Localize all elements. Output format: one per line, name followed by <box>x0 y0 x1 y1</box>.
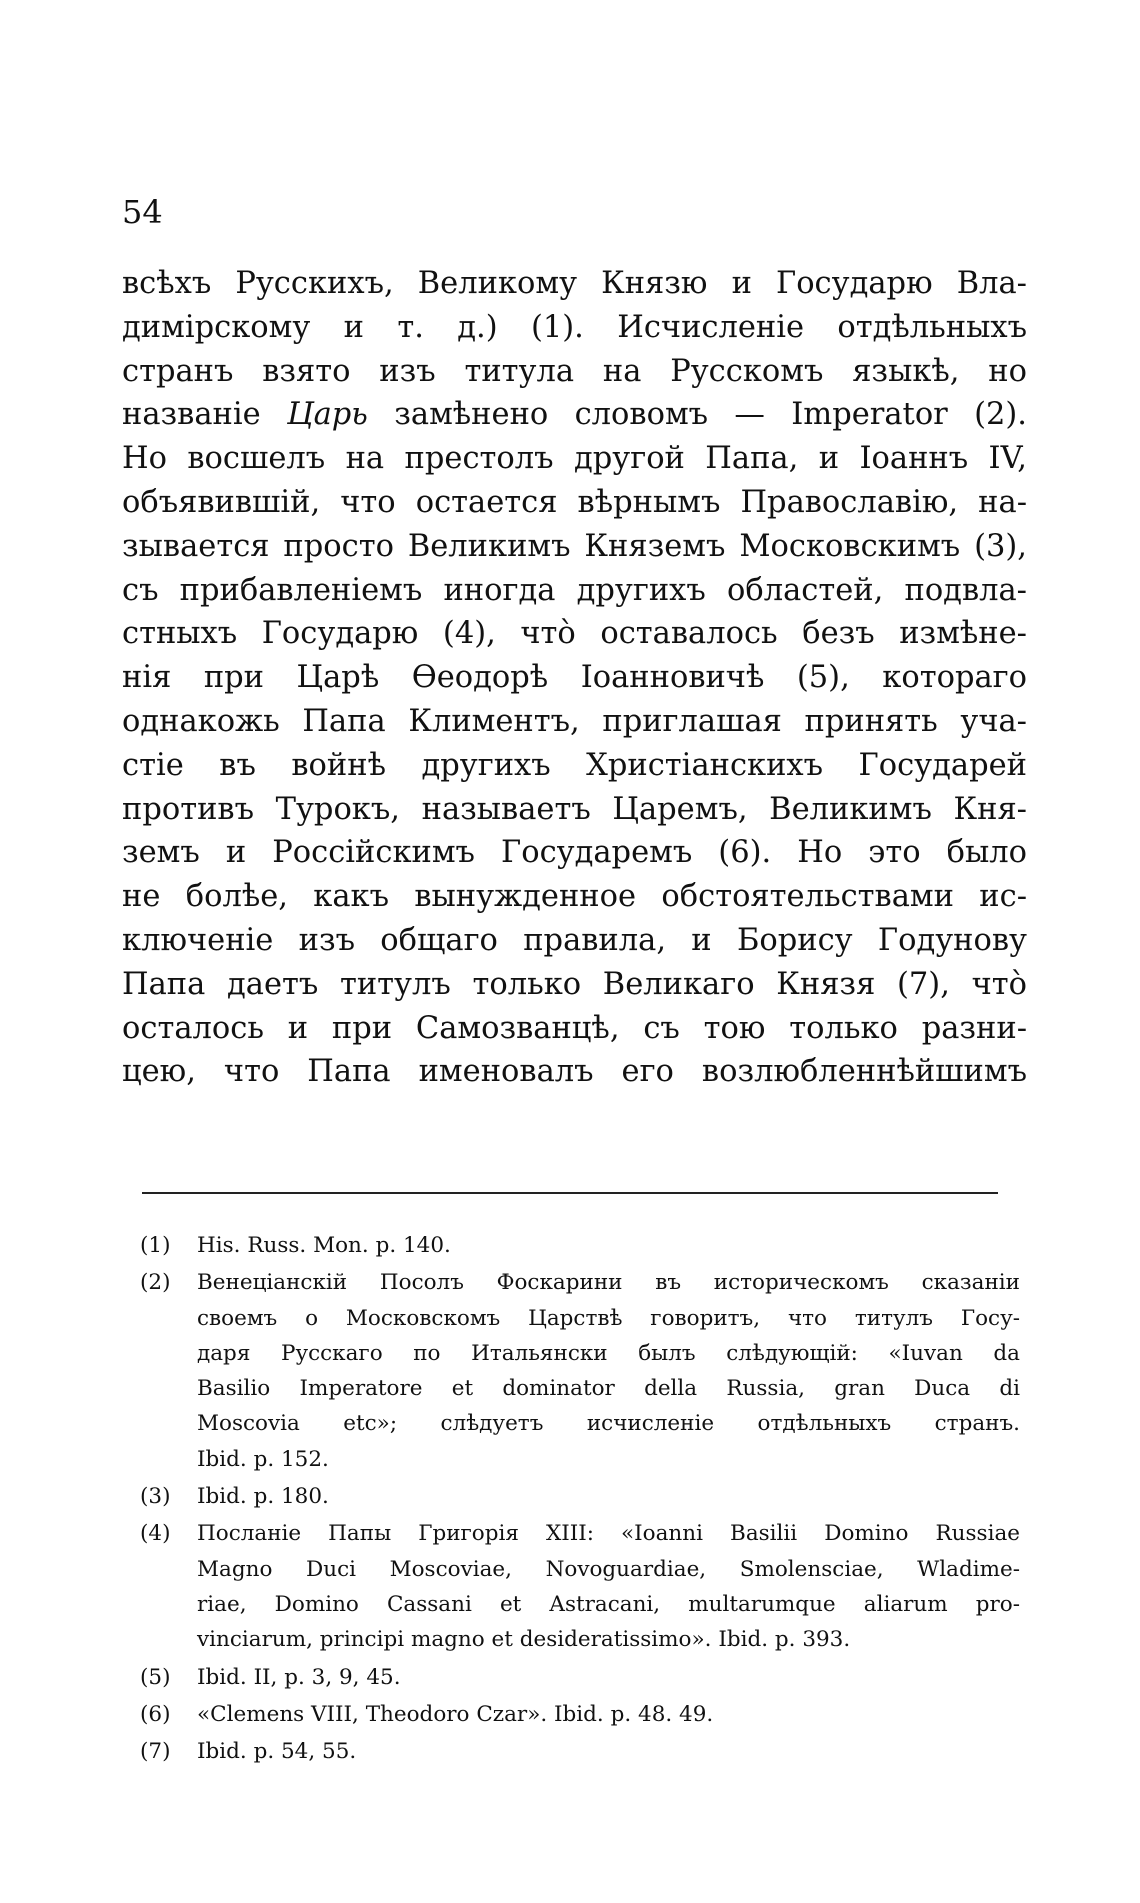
footnote-line: Basilio Imperatore et dominator della Russia, gran Duca di <box>197 1376 1020 1402</box>
footnote-line: Ibid. p. 152. <box>197 1446 329 1472</box>
text-line: Папа даетъ титулъ только Великаго Князя (7), что̀ <box>122 966 1027 1002</box>
text-fragment: замѣнено словомъ — Imperator (2). <box>394 397 1027 433</box>
text-line: цею, что Папа именовалъ его возлюбленнѣйшимъ <box>122 1054 1027 1090</box>
text-line: стныхъ Государю (4), что̀ оставалось безъ измѣне- <box>122 616 1027 652</box>
footnote-line: Ibid. II, p. 3, 9, 45. <box>197 1664 401 1690</box>
text-line: однакожь Папа Климентъ, приглашая принять уча- <box>122 703 1027 739</box>
footnote-6 <box>140 1697 1020 1732</box>
text-line: не болѣе, какъ вынужденное обстоятельствами ис- <box>122 879 1027 915</box>
footnote-1 <box>140 1228 1020 1263</box>
footnote-line: Magno Duci Moscoviae, Novoguardiae, Smolensciae, Wladime- <box>197 1556 1020 1582</box>
footnote-line: Ibid. p. 180. <box>197 1484 329 1510</box>
text-line: ключеніе изъ общаго правила, и Борису Годунову <box>122 922 1027 958</box>
text-line: димірскому и т. д.) (1). Исчисленіе отдѣльныхъ <box>122 309 1027 345</box>
footnote-line: vinciarum, principi magno et desideratissimo». Ibid. p. 393. <box>197 1627 851 1653</box>
text-line: земъ и Россійскимъ Государемъ (6). Но это было <box>122 835 1027 871</box>
footnote-number: (6) <box>140 1701 171 1727</box>
text-line: всѣхъ Русскихъ, Великому Князю и Государю Вла- <box>122 266 1027 301</box>
footnote-3 <box>140 1479 1020 1514</box>
footnote-number: (4) <box>140 1521 171 1547</box>
footnote-number: (7) <box>140 1739 171 1765</box>
footnote-line: riae, Domino Cassani et Astracani, multarumque aliarum pro- <box>197 1591 1020 1617</box>
text-line: стіе въ войнѣ другихъ Христіанскихъ Государей <box>122 747 1027 783</box>
footnote-divider <box>142 1192 998 1194</box>
page-number: 54 <box>122 193 163 231</box>
text-line: нія при Царѣ Ѳеодорѣ Іоанновичѣ (5), котораго <box>122 660 1027 696</box>
footnote-line: Венеціанскій Посолъ Фоскарини въ историческомъ сказаніи <box>197 1270 1020 1296</box>
text-line: странъ взято изъ титула на Русскомъ языкѣ, но <box>122 353 1027 389</box>
footnote-line: His. Russ. Mon. p. 140. <box>197 1233 451 1258</box>
footnote-line: своемъ о Московскомъ Царствѣ говоритъ, что титулъ Госу- <box>197 1305 1020 1331</box>
text-line: противъ Турокъ, называетъ Царемъ, Великимъ Кня- <box>122 791 1027 827</box>
footnote-2 <box>140 1265 1020 1477</box>
footnote-number: (3) <box>140 1484 171 1510</box>
footnote-line: Moscovia etc»; слѣдуетъ исчисленіе отдѣльныхъ странъ. <box>197 1411 1020 1437</box>
text-fragment: названіе <box>122 397 261 433</box>
footnote-line: «Clemens VIII, Theodoro Czar». Ibid. p. 48. 49. <box>197 1701 714 1727</box>
text-line: съ прибавленіемъ иногда другихъ областей, подвла- <box>122 572 1027 608</box>
main-text <box>122 262 1027 1094</box>
footnote-7 <box>140 1734 1020 1769</box>
footnote-4 <box>140 1516 1020 1657</box>
footnote-5 <box>140 1660 1020 1695</box>
text-line: зывается просто Великимъ Княземъ Московскимъ (3), <box>122 528 1027 564</box>
footnote-number: (2) <box>140 1270 171 1296</box>
text-line: Но восшелъ на престолъ другой Папа, и Іоаннъ IV, <box>122 441 1027 477</box>
footnote-number: (1) <box>140 1233 171 1258</box>
footnote-line: даря Русскаго по Итальянски былъ слѣдующій: «Iuvan da <box>197 1340 1020 1366</box>
footnote-line: Посланіе Папы Григорія XIII: «Ioanni Basilii Domino Russiae <box>197 1521 1020 1547</box>
footnotes <box>140 1228 1020 1771</box>
text-line: осталось и при Самозванцѣ, съ тою только разни- <box>122 1010 1027 1046</box>
footnote-number: (5) <box>140 1664 171 1690</box>
text-line: объявившій, что остается вѣрнымъ Православію, на- <box>122 484 1027 520</box>
italic-word: Царь <box>286 397 368 433</box>
text-line <box>122 393 1027 437</box>
footnote-line: Ibid. p. 54, 55. <box>197 1739 357 1765</box>
